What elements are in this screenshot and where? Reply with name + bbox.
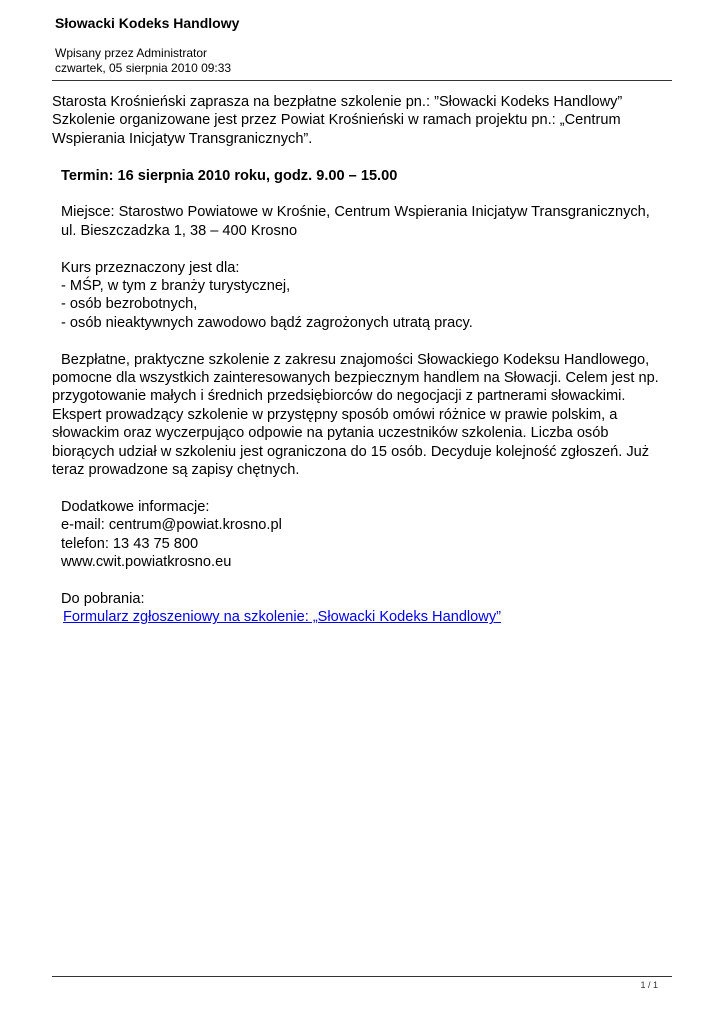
list-item: - MŚP, w tym z branży turystycznej, bbox=[61, 278, 291, 295]
article-meta bbox=[55, 46, 231, 76]
download-link-row bbox=[52, 608, 672, 626]
list-item: - osób bezrobotnych, bbox=[61, 296, 198, 313]
list-item: - osób nieaktywnych zawodowo bądź zagrożonych utratą pracy. bbox=[61, 314, 473, 331]
article-body bbox=[52, 93, 672, 627]
email-line: e-mail: centrum@powiat.krosno.pl bbox=[61, 517, 282, 534]
miejsce-line-1: Miejsce: Starostwo Powiatowe w Krośnie, Centrum Wspierania Inicjatyw Transgranicznych, bbox=[61, 204, 650, 221]
registration-form-link[interactable]: Formularz zgłoszeniowy na szkolenie: „Słowacki Kodeks Handlowy” bbox=[63, 609, 501, 626]
download-heading: Do pobrania: bbox=[61, 590, 145, 607]
page-number: 1 / 1 bbox=[640, 980, 658, 990]
termin-line: Termin: 16 sierpnia 2010 roku, godz. 9.00 – 15.00 bbox=[61, 167, 398, 184]
description-paragraph: Bezpłatne, praktyczne szkolenie z zakresu znajomości Słowackiego Kodeksu Handlowego, pomocne dla wszystkich zainteresowanych bezpiecznym handlem na Słowacji. Celem jest np. przygotowanie małych i średnich przedsiębiorców do negocjacji z partnerami słowackimi. Ekspert prowadzący szkolenie w przystępny sposób omówi różnice w prawie polskim, a słowackim oraz wyczerpująco odpowie na pytania uczestników szkolenia. Liczba osób biorących udział w szkoleniu jest ograniczona do 15 osób. Decyduje kolejność zgłoszeń. Już teraz prowadzone są zapisy chętnych. bbox=[52, 351, 659, 479]
author-line: Wpisany przez Administrator bbox=[55, 46, 208, 60]
footer-divider bbox=[52, 976, 672, 977]
date-line: czwartek, 05 sierpnia 2010 09:33 bbox=[55, 61, 232, 75]
website-line: www.cwit.powiatkrosno.eu bbox=[61, 554, 232, 571]
header-divider bbox=[52, 80, 672, 81]
intro-paragraph: Starosta Krośnieński zaprasza na bezpłatne szkolenie pn.: ”Słowacki Kodeks Handlowy” Szkolenie organizowane jest przez Powiat Krośnieński w ramach projektu pn.: „Centrum Wspierania Inicjatyw Transgranicznych”. bbox=[52, 94, 623, 147]
kurs-heading: Kurs przeznaczony jest dla: bbox=[61, 259, 240, 276]
info-heading: Dodatkowe informacje: bbox=[61, 498, 210, 515]
page-title: Słowacki Kodeks Handlowy bbox=[55, 15, 240, 31]
phone-line: telefon: 13 43 75 800 bbox=[61, 535, 199, 552]
miejsce-line-2: ul. Bieszczadzka 1, 38 – 400 Krosno bbox=[61, 222, 298, 239]
